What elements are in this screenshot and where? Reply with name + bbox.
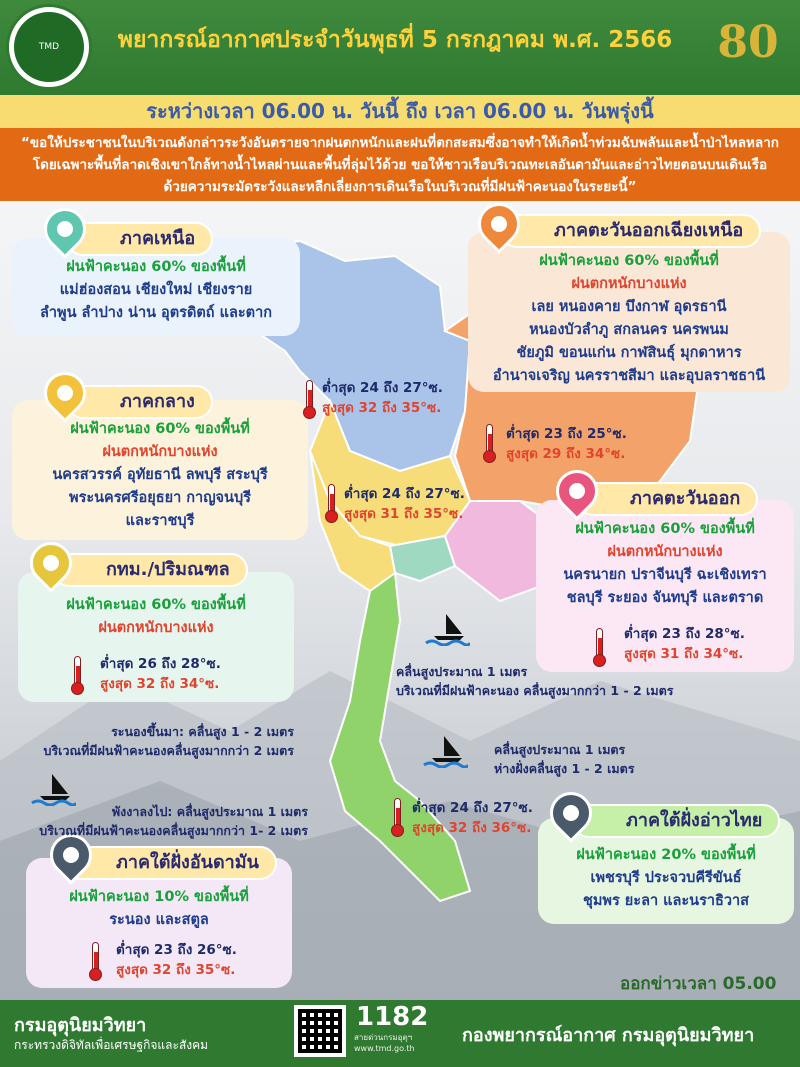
warning-line-2: โดยเฉพาะพื้นที่ลาดเชิงเขาใกล้ทางน้ำไหลผ่านและพื้นที่ลุ่มไว้ด้วย ขอให้ชาวเรือบริเวณทะเลอันดามันและอ่าวไทยตอนบนเดินเรือ: [32, 157, 768, 173]
warning-line-1: “ขอให้ประชาชนในบริเวณดังกล่าวระวังอันตรายจากฝนตกหนักและฝนที่ตกสะสมซึ่งอาจทำให้เกิดน้ำท่วมฉับพลันและน้ำป่าไหลหลาก: [21, 135, 779, 151]
footer-division: กองพยากรณ์อากาศ กรมอุตุนิยมวิทยา: [462, 1025, 755, 1046]
footer-org: กรมอุตุนิยมวิทยา: [14, 1015, 147, 1036]
northeast-provinces-3: ชัยภูมิ ขอนแก่น กาฬสินธุ์ มุกดาหาร: [516, 345, 742, 361]
south-gulf-temp-high: สูงสุด 32 ถึง 36°ซ.: [412, 820, 532, 836]
issued-time: ออกข่าวเวลา 05.00: [620, 974, 777, 994]
anniversary-logo: [700, 4, 796, 92]
thermometer-icon: [592, 628, 606, 666]
bangkok-heavy: ฝนตกหนักบางแห่ง: [98, 620, 214, 636]
hotline-label: สายด่วนกรมอุตุฯ: [354, 1033, 413, 1042]
north-temp-low: ต่ำสุด 24 ถึง 27°ซ.: [322, 380, 443, 396]
anniversary-number: 80: [717, 16, 779, 68]
sailboat-icon: [30, 772, 76, 806]
northeast-temp-high: สูงสุด 29 ถึง 34°ซ.: [506, 446, 626, 462]
lower-gulf-wave: [494, 740, 634, 778]
east-rain: ฝนฟ้าคะนอง 60% ของพื้นที่: [575, 521, 755, 537]
andaman-north-wave-1: ระนองขึ้นมา: คลื่นสูง 1 - 2 เมตร: [111, 724, 294, 739]
south-gulf-provinces-2: ชุมพร ยะลา และนราธิวาส: [583, 893, 749, 909]
northeast-provinces-4: อำนาจเจริญ นครราชสีมา และอุบลราชธานี: [492, 368, 766, 384]
footer-ministry: กระทรวงดิจิทัลเพื่อเศรษฐกิจและสังคม: [14, 1038, 209, 1052]
forecast-period: ระหว่างเวลา 06.00 น. วันนี้ ถึง เวลา 06.00 น. วันพรุ่งนี้: [0, 95, 800, 128]
sailboat-icon: [422, 734, 468, 768]
east-temp-low: ต่ำสุด 23 ถึง 28°ซ.: [624, 626, 745, 642]
northeast-rain: ฝนฟ้าคะนอง 60% ของพื้นที่: [539, 253, 719, 269]
andaman-south-wave-2: บริเวณที่มีฝนฟ้าคะนองคลื่นสูงมากกว่า 1- 2 เมตร: [39, 823, 308, 838]
south-andaman-temp-high: สูงสุด 32 ถึง 35°ซ.: [116, 962, 236, 978]
footer: [0, 1000, 800, 1067]
south-gulf-temp-low: ต่ำสุด 24 ถึง 27°ซ.: [412, 800, 533, 816]
northeast-provinces-2: หนองบัวลำภู สกลนคร นครพนม: [529, 322, 729, 338]
south-andaman-temp: [116, 940, 237, 980]
qr-code-icon[interactable]: [294, 1005, 346, 1057]
bangkok-title: กทม./ปริมณฑล: [52, 553, 248, 587]
bangkok-temp-high: สูงสุด 32 ถึง 34°ซ.: [100, 676, 220, 692]
south-gulf-temp: [412, 798, 533, 838]
central-title: ภาคกลาง: [66, 385, 213, 419]
south-gulf-rain: ฝนฟ้าคะนอง 20% ของพื้นที่: [576, 847, 756, 863]
andaman-south-wave-1: พังงาลงไป: คลื่นสูงประมาณ 1 เมตร: [111, 804, 308, 819]
east-temp-high: สูงสุด 31 ถึง 34°ซ.: [624, 646, 744, 662]
north-provinces-2: ลำพูน ลำปาง น่าน อุตรดิตถ์ และตาก: [40, 305, 272, 321]
andaman-south-wave: [4, 802, 308, 840]
page-title: พยากรณ์อากาศประจำวันพุธที่ 5 กรกฎาคม พ.ศ. 2566: [117, 27, 673, 53]
andaman-north-wave: [8, 722, 294, 760]
east-provinces-1: นครนายก ปราจีนบุรี ฉะเชิงเทรา: [563, 567, 767, 583]
bangkok-rain: ฝนฟ้าคะนอง 60% ของพื้นที่: [66, 597, 246, 613]
lower-gulf-wave-2: ห่างฝั่งคลื่นสูง 1 - 2 เมตร: [494, 761, 635, 776]
thermometer-icon: [88, 942, 102, 980]
south-gulf-provinces-1: เพชรบุรี ประจวบคีรีขันธ์: [590, 870, 742, 886]
lower-gulf-wave-1: คลื่นสูงประมาณ 1 เมตร: [494, 742, 626, 757]
north-title: ภาคเหนือ: [66, 222, 213, 256]
thermometer-icon: [482, 424, 496, 462]
website-link[interactable]: www.tmd.go.th: [354, 1044, 415, 1053]
east-provinces-2: ชลบุรี ระยอง จันทบุรี และตราด: [566, 590, 764, 606]
sailboat-icon: [424, 612, 470, 646]
bangkok-temp-low: ต่ำสุด 26 ถึง 28°ซ.: [100, 656, 221, 672]
northeast-heavy: ฝนตกหนักบางแห่ง: [571, 276, 687, 292]
central-rain: ฝนฟ้าคะนอง 60% ของพื้นที่: [70, 421, 250, 437]
north-provinces-1: แม่ฮ่องสอน เชียงใหม่ เชียงราย: [59, 282, 253, 298]
northeast-title: ภาคตะวันออกเฉียงเหนือ: [500, 214, 761, 248]
central-temp-high: สูงสุด 31 ถึง 35°ซ.: [344, 506, 464, 522]
thermometer-icon: [302, 380, 316, 418]
east-temp: [624, 624, 745, 664]
thermometer-icon: [70, 656, 84, 694]
east-title: ภาคตะวันออก: [576, 482, 758, 516]
warning-line-3: ด้วยความระมัดระวังและหลีกเลี่ยงการเดินเรือในบริเวณที่มีฝนฟ้าคะนองในระยะนี้”: [163, 179, 637, 195]
east-heavy: ฝนตกหนักบางแห่ง: [607, 544, 723, 560]
warning-banner: [0, 128, 800, 201]
central-temp-low: ต่ำสุด 24 ถึง 27°ซ.: [344, 486, 465, 502]
upper-gulf-wave-1: คลื่นสูงประมาณ 1 เมตร: [396, 664, 528, 679]
hotline-number: 1182: [356, 1002, 429, 1032]
thermometer-icon: [390, 798, 404, 836]
northeast-provinces-1: เลย หนองคาย บึงกาฬ อุดรธานี: [531, 299, 727, 315]
south-andaman-temp-low: ต่ำสุด 23 ถึง 26°ซ.: [116, 942, 237, 958]
north-temp-high: สูงสุด 32 ถึง 35°ซ.: [322, 400, 442, 416]
south-gulf-title: ภาคใต้ฝั่งอ่าวไทย: [572, 804, 780, 838]
northeast-panel: [468, 232, 790, 392]
thermometer-icon: [324, 484, 338, 522]
north-rain: ฝนฟ้าคะนอง 60% ของพื้นที่: [66, 259, 246, 275]
central-panel: [12, 400, 308, 540]
northeast-temp: [506, 424, 627, 464]
northeast-temp-low: ต่ำสุด 23 ถึง 25°ซ.: [506, 426, 627, 442]
tmd-logo: TMD: [6, 4, 92, 90]
upper-gulf-wave-2: บริเวณที่มีฝนฟ้าคะนอง คลื่นสูงมากกว่า 1 - 2 เมตร: [396, 683, 674, 698]
hotline-sub: [354, 1032, 415, 1054]
central-provinces-3: และราชบุรี: [125, 513, 195, 529]
bangkok-temp: [100, 654, 221, 694]
central-provinces-1: นครสวรรค์ อุทัยธานี ลพบุรี สระบุรี: [52, 467, 268, 483]
central-heavy: ฝนตกหนักบางแห่ง: [102, 444, 218, 460]
upper-gulf-wave: [396, 662, 673, 700]
south-andaman-provinces: ระนอง และสตูล: [109, 912, 209, 928]
south-andaman-title: ภาคใต้ฝั่งอันดามัน: [62, 846, 277, 880]
south-andaman-rain: ฝนฟ้าคะนอง 10% ของพื้นที่: [69, 889, 249, 905]
north-temp: [322, 378, 443, 418]
central-provinces-2: พระนครศรีอยุธยา กาญจนบุรี: [69, 490, 251, 506]
central-temp: [344, 484, 465, 524]
andaman-north-wave-2: บริเวณที่มีฝนฟ้าคะนองคลื่นสูงมากกว่า 2 เมตร: [43, 743, 294, 758]
